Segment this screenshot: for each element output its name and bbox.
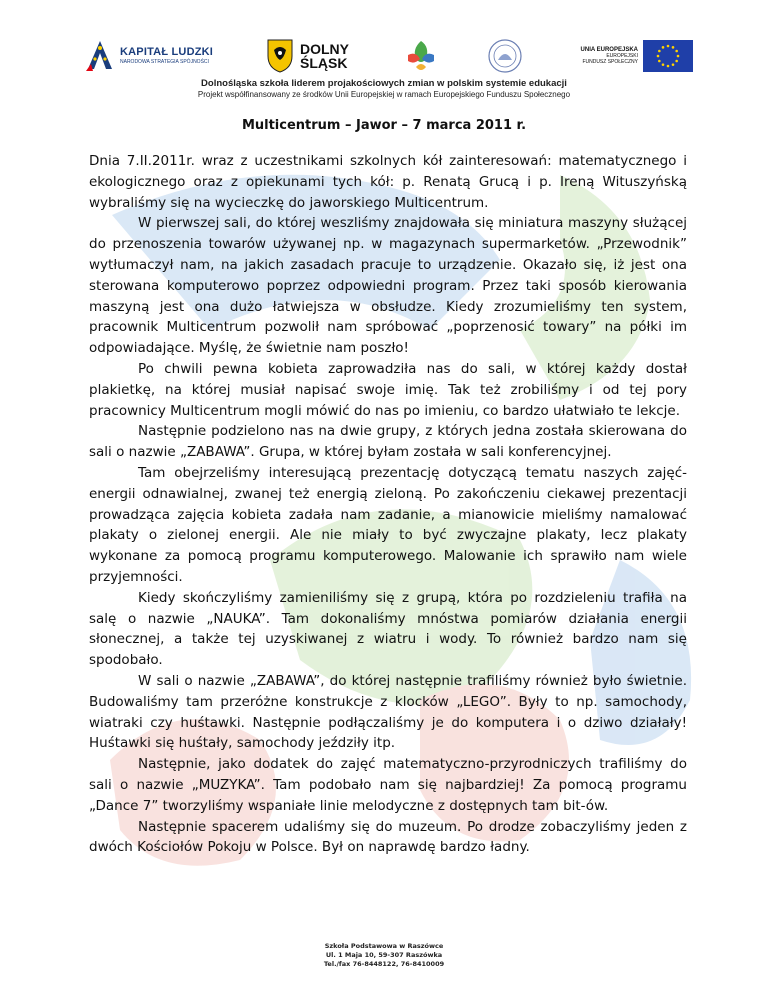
- seal-icon: [487, 38, 523, 74]
- dolny-slask-coat-of-arms-icon: [266, 38, 294, 74]
- eu-star-icon: [677, 55, 680, 58]
- paragraph: Następnie podzielono nas na dwie grupy, z których jedna została skierowana do sali o nazwie „ZABAWA”. Grupa, w której byłam została w sali konferencyjnej.: [89, 423, 687, 461]
- paragraph: Tam obejrzeliśmy interesującą prezentację dotyczącą tematu naszych zajęć- energii odnawialnej, zwanej też energią zieloną. Po zakończeniu ciekawej prezentacji prowadząca zajęcia kobieta zadała nam zadanie, a mianowicie mieliśmy namalować plakaty o zielonej energii. Ale nie miały to być zwyczajne plakaty, lecz plakaty wykonane za pomocą programu komputerowego. Malowanie ich sprawiło nam wiele przyjemności.: [89, 464, 687, 585]
- footer-address: Ul. 1 Maja 10, 59-307 Raszówka: [325, 951, 443, 959]
- project-title: Dolnośląska szkoła liderem projakościowych zmian w polskim systemie edukacji: [201, 78, 567, 89]
- circular-seal-logo: [487, 36, 523, 76]
- eu-star-icon: [672, 46, 675, 49]
- eu-star-icon: [658, 60, 661, 63]
- eu-star-icon: [658, 50, 661, 53]
- dolny-slask-logo: [266, 36, 378, 76]
- kapital-ludzki-title: KAPITAŁ LUDZKI: [120, 46, 214, 58]
- eu-fund-line2: FUNDUSZ SPOŁECZNY: [582, 59, 638, 65]
- paragraph: Kiedy skończyliśmy zamieniliśmy się z grupą, która po rozdzieleniu trafiła na salę o nazwie „NAUKA”. Tam dokonaliśmy mnóstwa pomiarów działania energii słonecznej, a także tej uzyskiwanej z wiatru i wody. To również bardzo nam się spodobało.: [89, 589, 687, 669]
- leaf-figure-icon: [404, 37, 438, 75]
- eu-star-icon: [662, 63, 665, 66]
- eu-star-icon: [675, 50, 678, 53]
- paragraph: Następnie spacerem udaliśmy się do muzeum. Po drodze zobaczyliśmy jeden z dwóch Kościołów Pokoju w Polsce. Był on naprawdę bardzo ładny.: [89, 818, 687, 856]
- eu-star-icon: [672, 63, 675, 66]
- footer-school-name: Szkoła Podstawowa w Raszówce: [324, 942, 444, 950]
- project-subtitle: Projekt współfinansowany ze środków Unii Europejskiej w ramach Europejskiego Funduszu Społecznego: [197, 90, 571, 99]
- eu-star-icon: [667, 65, 670, 68]
- dolny-slask-line1: DOLNY: [300, 41, 349, 57]
- eu-star-icon: [657, 55, 660, 58]
- paragraph: Dnia 7.II.2011r. wraz z uczestnikami szkolnych kół zainteresowań: matematycznego i ekologicznego oraz z opiekunami tych kół: p. Renatą Grucą i p. Ireną Wituszyńską wybraliśmy się na wycieczkę do jaworskiego Multicentrum.: [89, 153, 687, 211]
- eu-star-icon: [675, 60, 678, 63]
- school-address-footer: [0, 942, 768, 969]
- header-logos: [0, 36, 768, 76]
- kapital-ludzki-emblem-icon: [86, 39, 114, 73]
- eu-title: UNIA EUROPEJSKA: [580, 47, 638, 53]
- eu-flag-icon: [643, 40, 693, 72]
- eu-star-icon: [662, 46, 665, 49]
- document-title: Multicentrum – Jawor – 7 marca 2011 r.: [241, 118, 527, 133]
- document-body: [89, 151, 687, 858]
- paragraph: Po chwili pewna kobieta zaprowadziła nas do sali, w której każdy dostał plakietkę, na której musiał napisać swoje imię. Tak też zrobiliśmy i od tej pory pracownicy Multicentrum mogli mówić do nas po imieniu, co bardzo ułatwiało te lekcje.: [89, 360, 687, 419]
- kapital-ludzki-logo: [86, 36, 226, 76]
- kapital-ludzki-subtitle: NARODOWA STRATEGIA SPÓJNOŚCI: [120, 59, 209, 65]
- paragraph: Następnie, jako dodatek do zajęć matematyczno-przyrodniczych trafiliśmy do sali o nazwie „MUZYKA”. Tam podobało nam się najbardziej! Za pomocą programu „Dance 7” tworzyliśmy wspaniałe linie melodyczne z dostępnych tam bit-ów.: [89, 756, 687, 814]
- dolny-slask-line2: ŚLĄSK: [300, 55, 348, 71]
- eu-fund-line1: EUROPEJSKI: [606, 53, 638, 59]
- paragraph: W pierwszej sali, do której weszliśmy znajdowała się miniatura maszyny służącej do przenoszenia towarów używanej np. w magazynach supermarketów. „Przewodnik” wytłumaczył nam, na jakich zasadach pracuje to urządzenie. Okazało się, iż jest ona sterowana komputerowo poprzez odpowiedni program. Przez taki sposób kierowania maszyną jest ona dużo łatwiejsza w obsłudze. Kiedy zrozumieliśmy ten system, pracownik Multicentrum pozwolił nam spróbować „poprzenosić towary” na półki im odpowiadające. Myślę, że świetnie nam poszło!: [89, 215, 687, 357]
- footer-phone: Tel./fax 76-8448122, 76-8410009: [323, 960, 445, 968]
- school-leaf-logo: [404, 36, 438, 76]
- eu-logo: [572, 36, 704, 76]
- paragraph: W sali o nazwie „ZABAWA”, do której następnie trafiliśmy również było świetnie. Budowaliśmy tam przeróżne konstrukcje z klocków „LEGO”. Były to np. samochody, wiatraki czy huśtawki. Następnie podłączaliśmy je do komputera i o dziwo działały! Huśtawki się huśtały, samochody jeździły itp.: [89, 672, 687, 752]
- eu-star-icon: [667, 45, 670, 48]
